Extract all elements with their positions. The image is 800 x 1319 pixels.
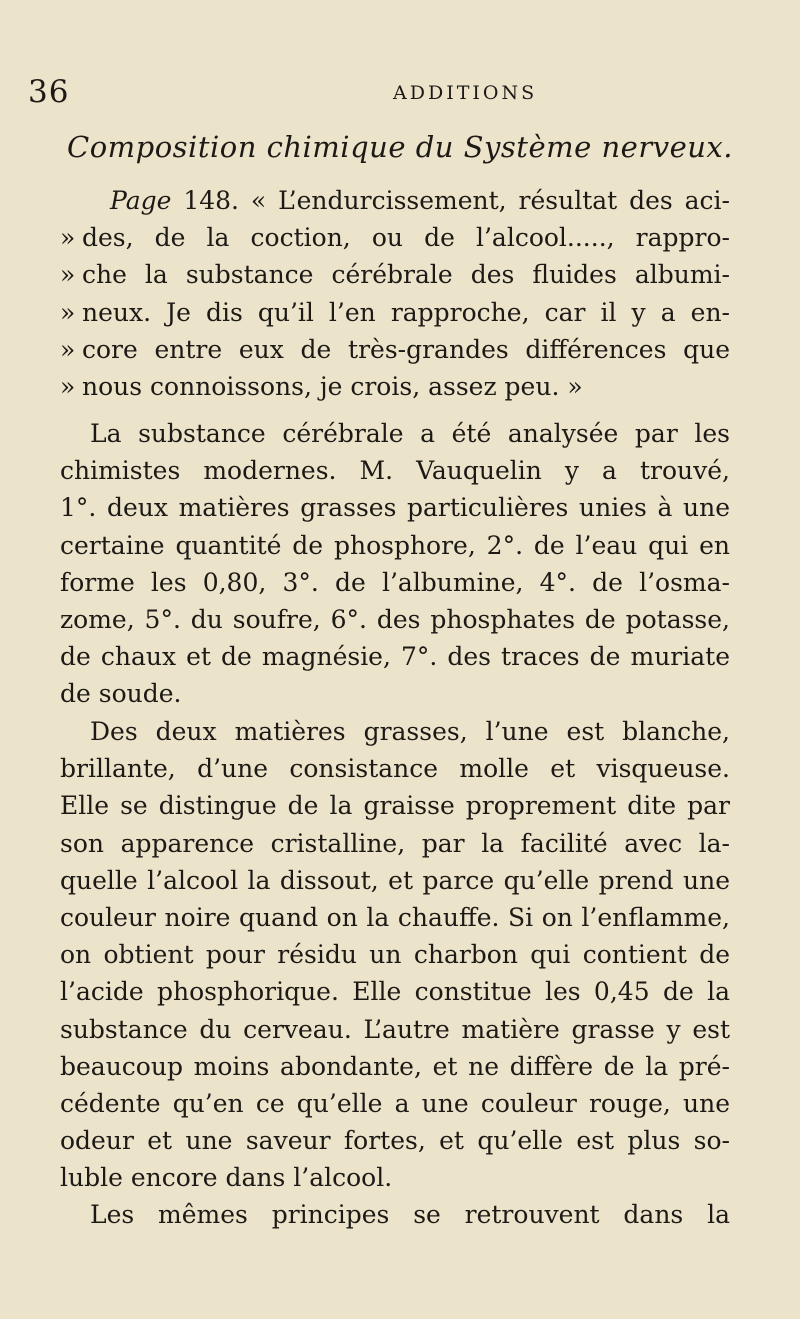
quote-line: » core entre eux de très-grandes différences que <box>60 334 730 364</box>
text-line: zome, 5°. du soufre, 6°. des phosphates de potasse, <box>60 604 730 634</box>
text-line: cédente qu’en ce qu’elle a une couleur rouge, une <box>60 1088 730 1118</box>
text-line: substance du cerveau. L’autre matière grasse y est <box>60 1014 730 1044</box>
text-line: chimistes modernes. M. Vauquelin y a trouvé, <box>60 456 730 486</box>
text-line: beaucoup moins abondante, et ne diffère de la pré- <box>60 1051 730 1081</box>
text-line: Les mêmes principes se retrouvent dans la <box>90 1200 730 1229</box>
running-header <box>28 74 760 110</box>
quote-line: » neux. Je dis qu’il l’en rapproche, car il y a en- <box>60 297 730 327</box>
text-line: odeur et une saveur fortes, et qu’elle est plus so- <box>60 1126 730 1156</box>
text-line: luble encore dans l’alcool. <box>60 1163 393 1193</box>
running-title: ADDITIONS <box>393 82 538 104</box>
section-title: Composition chimique du Système nerveux. <box>67 130 733 164</box>
text-line: certaine quantité de phosphore, 2°. de l’eau qui en <box>60 530 730 560</box>
text-line: de soude. <box>60 679 182 709</box>
text-line: brillante, d’une consistance molle et visqueuse. <box>60 754 730 784</box>
text-line: forme les 0,80, 3°. de l’albumine, 4°. de l’osma- <box>60 567 730 597</box>
text-line: couleur noire quand on la chauffe. Si on l’enflamme, <box>60 902 730 932</box>
text-line: Des deux matières grasses, l’une est blanche, <box>90 717 730 746</box>
text-line: on obtient pour résidu un charbon qui contient de <box>60 940 730 970</box>
quote-line: Page 148. « L’endurcissement, résultat des aci- <box>110 186 730 215</box>
quote-line: » che la substance cérébrale des fluides albumi- <box>60 260 730 290</box>
paragraph-2 <box>60 713 730 1196</box>
page-ref: Page <box>110 186 172 215</box>
page-number: 36 <box>28 74 70 110</box>
quote-line: » des, de la coction, ou de l’alcool....., rappro- <box>60 223 730 253</box>
text-line: son apparence cristalline, par la facilité avec la- <box>60 828 730 858</box>
quote-line: » nous connoissons, je crois, assez peu. » <box>60 371 583 401</box>
text-line: 1°. deux matières grasses particulières unies à une <box>60 493 730 523</box>
text-line: Elle se distingue de la graisse proprement dite par <box>60 791 730 821</box>
text-line: La substance cérébrale a été analysée par les <box>90 419 730 448</box>
text-line: de chaux et de magnésie, 7°. des traces de muriate <box>60 642 730 672</box>
paragraph-1 <box>60 415 730 713</box>
quote-block <box>60 182 730 405</box>
text-line: quelle l’alcool la dissout, et parce qu’elle prend une <box>60 865 730 895</box>
paragraph-3 <box>60 1196 730 1233</box>
text-line: l’acide phosphorique. Elle constitue les 0,45 de la <box>60 977 730 1007</box>
